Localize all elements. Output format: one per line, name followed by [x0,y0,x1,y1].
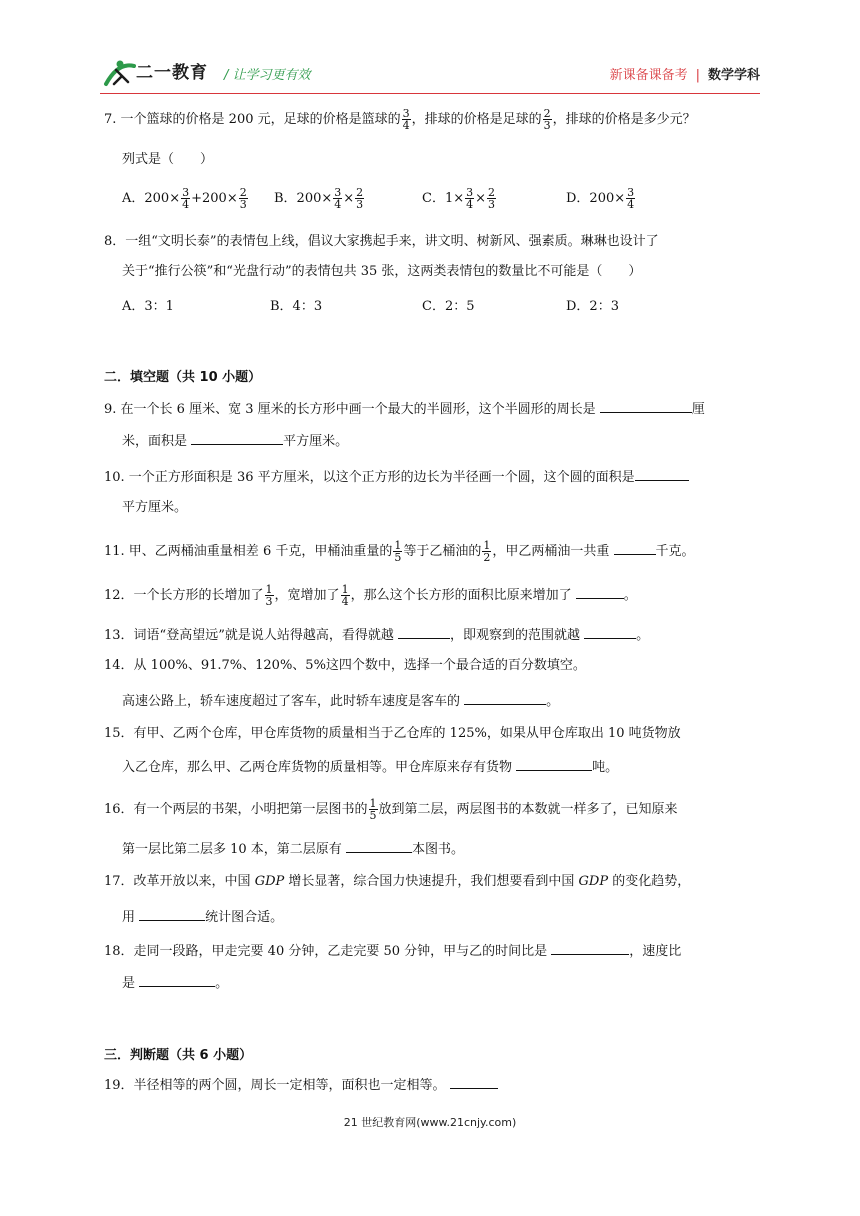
q18-text-c: 是 [122,976,140,991]
frac-num: 3 [627,186,635,199]
q7-opt-b-frac1 [333,187,342,210]
frac-num: 3 [182,186,190,199]
section-judgement: 三．判断题（共 6 小题） [104,1048,253,1063]
q7-opt-c-label: C．1× [422,191,465,206]
q18-blank-2[interactable] [139,972,215,987]
frac-num: 3 [334,186,342,199]
q16-text-b: 放到第二层，两层图书的本数就一样多了，已知原来 [378,802,678,817]
question-8-options [122,294,762,320]
q7-frac2-den: 3 [543,119,551,132]
frac-den: 4 [334,198,342,211]
q8-option-b[interactable]: B．4：3 [270,299,323,314]
q9-text-c: 米，面积是 [122,434,192,449]
logo-text: 二一教育 [136,63,208,83]
question-8-line1: 8．一组“文明长泰”的表情包上线，倡议大家携起手来，讲文明、树新风、强素质。琳琳也设计了 [104,234,659,249]
q7-stem-b: ，排球的价格是足球的 [411,112,542,127]
frac-den: 3 [239,198,247,211]
q12-text-b: ，宽增加了 [274,588,340,603]
q17-text-b: 增长显著，综合国力快速提升，我们想要看到中国 [284,874,579,889]
q11-frac-2 [482,540,491,563]
frac-num: 1 [341,583,349,596]
q7-opt-a-frac1 [181,187,190,210]
question-13 [104,624,764,646]
frac-den: 4 [466,198,474,211]
question-14-line1: 14．从 100%、91.7%、120%、5%这四个数中，选择一个最合适的百分数填空。 [104,658,586,673]
q9-text-b: 厘 [691,402,705,417]
question-10-line2: 平方厘米。 [122,500,188,515]
q8-option-a[interactable]: A．3：1 [122,299,174,314]
q7-opt-a-mid: +200× [191,191,238,206]
frac-den: 3 [488,198,496,211]
frac-num: 1 [394,539,402,552]
q10-blank[interactable] [635,466,689,481]
q14-text-b: 。 [546,694,560,709]
q17-text-a: 17．改革开放以来，中国 [104,874,255,889]
question-7-line2: 列式是（ ） [122,152,214,167]
q18-text-b: ，速度比 [629,944,682,959]
frac-den: 4 [341,595,349,608]
q7-frac-2 [543,108,552,131]
question-18-line1 [104,940,764,962]
frac-den: 5 [369,809,377,822]
question-9-line1 [104,398,764,420]
q7-option-a[interactable] [122,186,249,212]
q17-gdp-2: GDP [578,874,609,889]
q7-stem-a: 7. 一个篮球的价格是 200 元，足球的价格是篮球的 [104,112,401,127]
header-rule [100,93,760,94]
q13-blank-2[interactable] [584,624,636,639]
q7-stem-c: ，排球的价格是多少元？ [552,112,696,127]
q7-opt-a-frac2 [239,187,248,210]
q11-frac-1 [393,540,402,563]
question-11 [104,540,764,563]
q13-blank-1[interactable] [398,624,450,639]
q7-opt-c-mid: × [475,191,487,206]
q7-opt-b-mid: × [343,191,355,206]
q7-frac1-num: 3 [402,107,410,120]
q13-text-a: 13．词语“登高望远”就是说人站得越高，看得就越 [104,628,398,643]
q15-blank[interactable] [516,756,592,771]
question-7-options [122,186,762,212]
q9-text-d: 平方厘米。 [283,434,349,449]
q17-text-e: 统计图合适。 [205,910,284,925]
q11-blank[interactable] [614,540,656,555]
q8-option-c[interactable]: C．2：5 [422,299,475,314]
frac-den: 5 [394,551,402,564]
q17-text-c: 的变化趋势， [608,874,691,889]
q12-frac-2 [341,584,350,607]
header-subject-label: 新课备课备考 [609,68,688,83]
q7-opt-d-frac [626,187,635,210]
q12-blank[interactable] [576,584,624,599]
q7-frac-1 [402,108,411,131]
q9-blank-1[interactable] [600,398,692,413]
question-18-line2 [122,972,782,994]
q7-opt-c-frac2 [487,187,496,210]
question-12 [104,584,764,607]
question-7 [104,108,764,131]
q7-option-b[interactable] [274,186,365,212]
q19-blank[interactable] [450,1074,498,1089]
q7-opt-d-label: D．200× [566,191,626,206]
q7-opt-b-label: B．200× [274,191,333,206]
q7-opt-c-frac1 [465,187,474,210]
q13-text-c: 。 [636,628,650,643]
q16-text-d: 本图书。 [411,842,464,857]
q18-blank-1[interactable] [551,940,629,955]
frac-den: 4 [182,198,190,211]
frac-num: 2 [488,186,496,199]
q16-text-a: 16．有一个两层的书架，小明把第一层图书的 [104,802,368,817]
q7-frac2-num: 2 [543,107,551,120]
q9-text-a: 9. 在一个长 6 厘米、宽 3 厘米的长方形中画一个最大的半圆形，这个半圆形的周长是 [104,402,600,417]
q14-text-a: 高速公路上，轿车速度超过了客车，此时轿车速度是客车的 [122,694,465,709]
question-16-line1 [104,798,764,821]
q7-option-d[interactable] [566,186,636,212]
header-separator: | [695,68,700,83]
frac-num: 1 [265,583,273,596]
q8-option-d[interactable]: D．2：3 [566,299,619,314]
question-14-line2 [122,690,782,712]
q11-text-e: 千克。 [655,544,695,559]
frac-num: 2 [239,186,247,199]
section-fill-blank: 二．填空题（共 10 小题） [104,370,262,385]
q14-blank[interactable] [464,690,546,705]
question-15-line1: 15．有甲、乙两个仓库，甲仓库货物的质量相当于乙仓库的 125%，如果从甲仓库取出 10 吨货物放 [104,726,681,741]
frac-den: 3 [265,595,273,608]
q18-text-d: 。 [215,976,229,991]
question-15-line2 [122,756,782,778]
q10-text-a: 10. 一个正方形面积是 36 平方厘米，以这个正方形的边长为半径画一个圆，这个圆的面积是 [104,470,635,485]
header-right [610,64,760,83]
frac-num: 2 [356,186,364,199]
q11-text-b: 等于乙桶油的 [403,544,482,559]
question-19 [104,1074,764,1096]
header-subject: 数学学科 [707,68,760,83]
question-16-line2 [122,838,782,860]
q16-frac [369,798,378,821]
q17-gdp-1: GDP [254,874,285,889]
question-17-line2 [122,906,782,928]
q11-text-a: 11. 甲、乙两桶油重量相差 6 千克，甲桶油重量的 [104,544,393,559]
question-9-line2 [122,430,782,452]
q12-frac-1 [265,584,274,607]
q15-text-a: 入乙仓库，那么甲、乙两仓库货物的质量相等。甲仓库原来存有货物 [122,760,517,775]
frac-den: 2 [483,551,491,564]
q13-text-b: ，即观察到的范围就越 [449,628,585,643]
q19-text-a: 19．半径相等的两个圆，周长一定相等，面积也一定相等。 [104,1078,450,1093]
q18-text-a: 18．走同一段路，甲走完要 40 分钟，乙走完要 50 分钟，甲与乙的时间比是 [104,944,552,959]
page-footer: 21 世纪教育网(www.21cnjy.com) [343,1116,517,1129]
q17-text-d: 用 [122,910,140,925]
header-slogan: / 让学习更有效 [224,68,311,83]
frac-den: 3 [356,198,364,211]
frac-den: 4 [627,198,635,211]
q7-option-c[interactable] [422,186,497,212]
q16-text-c: 第一层比第二层多 10 本，第二层原有 [122,842,346,857]
frac-num: 3 [466,186,474,199]
q11-text-c: ，甲乙两桶油一共重 [492,544,614,559]
q15-text-b: 吨。 [592,760,619,775]
q9-blank-2[interactable] [191,430,283,445]
question-17-line1 [104,872,764,892]
q12-text-e: 。 [623,588,637,603]
frac-num: 1 [369,797,377,810]
q7-frac1-den: 4 [402,119,410,132]
q7-opt-b-frac2 [355,187,364,210]
q7-opt-a-label: A．200× [122,191,181,206]
q12-text-c: ，那么这个长方形的面积比原来增加了 [350,588,576,603]
q17-blank[interactable] [139,906,205,921]
q16-blank[interactable] [346,838,412,853]
question-10-line1 [104,466,764,488]
question-8-line2: 关于“推行公筷”和“光盘行动”的表情包共 35 张，这两类表情包的数量比不可能是（ ） [122,264,642,279]
page-header [100,54,760,94]
frac-num: 1 [483,539,491,552]
q12-text-a: 12．一个长方形的长增加了 [104,588,264,603]
